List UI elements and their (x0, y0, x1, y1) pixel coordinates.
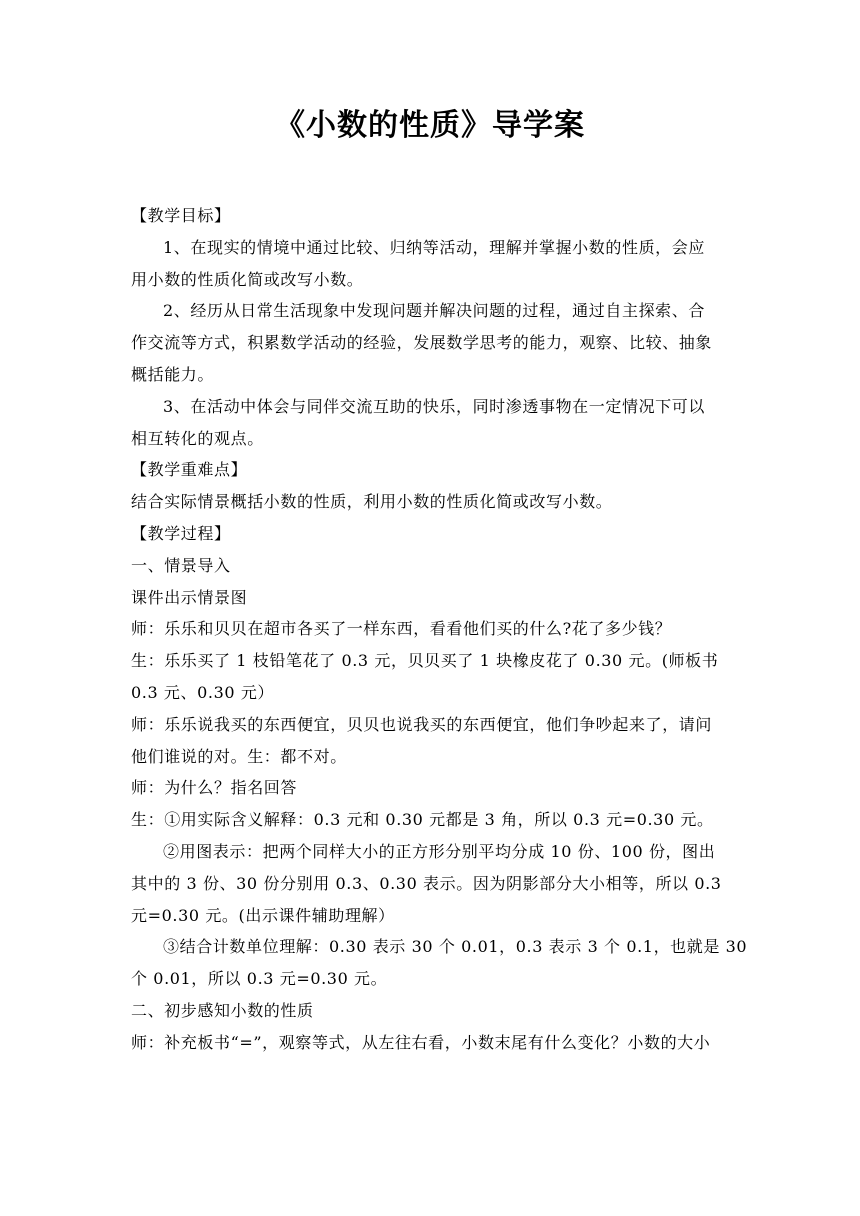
text-line: 元=0.30 元。(出示课件辅助理解） (131, 905, 395, 925)
text-line: 1、在现实的情境中通过比较、归纳等活动，理解并掌握小数的性质，会应 (163, 237, 705, 257)
text-line: 一、情景导入 (131, 555, 231, 575)
document-body (131, 200, 748, 1059)
text-line: ③结合计数单位理解：0.30 表示 30 个 0.01，0.3 表示 3 个 0.1，也就是 30 (163, 937, 748, 957)
text-line: 生：①用实际含义解释：0.3 元和 0.30 元都是 3 角，所以 0.3 元=0.30 元。 (131, 810, 714, 830)
text-line: 2、经历从日常生活现象中发现问题并解决问题的过程，通过自主探索、合 (163, 301, 705, 321)
text-line: 二、初步感知小数的性质 (131, 1000, 314, 1020)
text-line: 其中的 3 份、30 份分别用 0.3、0.30 表示。因为阴影部分大小相等，所以 0.3 (131, 873, 722, 893)
text-line: 【教学目标】 (131, 206, 231, 225)
text-line: 师：乐乐说我买的东西便宜，贝贝也说我买的东西便宜，他们争吵起来了，请问 (131, 714, 713, 734)
text-line: ②用图表示：把两个同样大小的正方形分别平均分成 10 份、100 份，图出 (163, 841, 716, 861)
text-line: 【教学过程】 (131, 523, 231, 543)
text-line: 课件出示情景图 (131, 587, 248, 607)
text-line: 0.3 元、0.30 元） (131, 682, 275, 702)
text-line: 相互转化的观点。 (131, 428, 264, 448)
text-line: 用小数的性质化简或改写小数。 (131, 269, 364, 289)
text-line: 3、在活动中体会与同伴交流互助的快乐，同时渗透事物在一定情况下可以 (163, 396, 705, 416)
text-line: 结合实际情景概括小数的性质，利用小数的性质化简或改写小数。 (131, 492, 613, 512)
text-line: 他们谁说的对。生：都不对。 (131, 746, 347, 766)
text-line: 师：乐乐和贝贝在超市各买了一样东西，看看他们买的什么?花了多少钱？ (131, 619, 672, 639)
document-title: 《小数的性质》导学案 (275, 108, 585, 143)
text-line: 生：乐乐买了 1 枝铅笔花了 0.3 元，贝贝买了 1 块橡皮花了 0.30 元。(师板书 (131, 651, 719, 671)
text-line: 概括能力。 (131, 364, 215, 384)
text-line: 作交流等方式，积累数学活动的经验，发展数学思考的能力，观察、比较、抽象 (131, 333, 713, 353)
text-line: 师：为什么？指名回答 (131, 778, 298, 798)
text-line: 【教学重难点】 (131, 460, 248, 480)
text-line: 个 0.01，所以 0.3 元=0.30 元。 (131, 969, 388, 989)
text-line: 师：补充板书“=”，观察等式，从左往右看，小数末尾有什么变化？小数的大小 (131, 1032, 711, 1052)
